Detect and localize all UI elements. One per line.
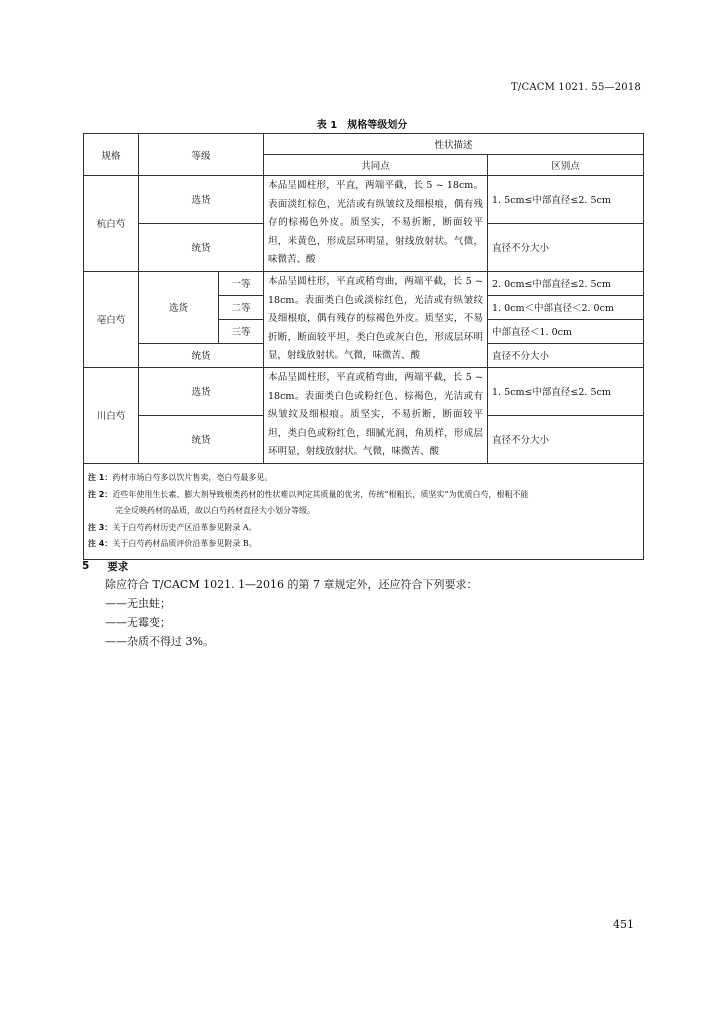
table-notes	[84, 463, 644, 559]
grade-unified: 统货	[139, 415, 264, 463]
standard-id-header: T/CACM 1021. 55—2018	[511, 82, 641, 93]
diff-first: 2. 0cm≤中部直径≤2. 5cm	[488, 271, 644, 295]
section-number: 5	[82, 560, 90, 572]
grade-select: 选货	[139, 271, 219, 343]
grade-select: 选货	[139, 176, 264, 224]
header-spec: 规格	[84, 134, 139, 176]
diff-select: 1. 5cm≤中部直径≤2. 5cm	[488, 176, 644, 224]
header-description: 性状描述	[264, 134, 644, 155]
section-title: 要求	[107, 560, 129, 573]
page-number: 451	[613, 918, 634, 931]
spec-chuanbaishao: 川白芍	[84, 367, 139, 463]
diff-unified: 直径不分大小	[488, 343, 644, 367]
header-common: 共同点	[264, 155, 488, 176]
diff-select: 1. 5cm≤中部直径≤2. 5cm	[488, 367, 644, 415]
header-difference: 区别点	[488, 155, 644, 176]
note-4: 注 4：关于白芍药材品质评价沿革参见附录 B。	[88, 539, 257, 549]
section-heading	[82, 557, 478, 575]
grade-unified: 统货	[139, 343, 264, 367]
note-2: 注 2：近些年使用生长素、膨大剂导致根类药材的性状难以判定其质量的优劣，传统“根粗长，质坚实”为优质白芍，根粗不能	[88, 489, 529, 499]
grade-third: 三等	[219, 319, 264, 343]
grade-first: 一等	[219, 271, 264, 295]
diff-unified: 直径不分大小	[488, 415, 644, 463]
note-1: 注 1：药材市场白芍多以饮片售卖，亳白芍最多见。	[88, 472, 273, 482]
grade-unified: 统货	[139, 223, 264, 271]
spec-boubaishao: 亳白芍	[84, 271, 139, 367]
diff-third: 中部直径＜1. 0cm	[488, 319, 644, 343]
common-chuanbaishao: 本品呈圆柱形，平直或稍弯曲，两端平截，长 5 ~ 18cm。表面类白色或粉红色、棕褐色，光洁或有纵皱纹及细根痕。质坚实，不易折断，断面较平坦，类白色或粉红色，细腻光润，角质样，形成层环明显，射线放射状。气微，味微苦、酸	[264, 367, 488, 463]
grade-table	[83, 133, 644, 560]
grade-second: 二等	[219, 295, 264, 319]
section-intro: 除应符合 T/CACM 1021. 1—2016 的第 7 章规定外，还应符合下列要求：	[105, 578, 478, 591]
grade-select: 选货	[139, 367, 264, 415]
diff-unified: 直径不分大小	[488, 223, 644, 271]
spec-hangbaishao: 杭白芍	[84, 176, 139, 272]
common-hangbaishao: 本品呈圆柱形，平直，两端平截，长 5 ~ 18cm。表面淡红棕色，光洁或有纵皱纹及细根痕，偶有残存的棕褐色外皮。质坚实，不易折断，断面较平坦，米黄色，形成层环明显，射线放射状。气微，味微苦、酸	[264, 176, 488, 272]
table-title: 表 1 规格等级划分	[316, 120, 408, 131]
common-boubaishao: 本品呈圆柱形，平直或稍弯曲，两端平截，长 5 ~ 18cm。表面类白色或淡棕红色，光洁或有纵皱纹及细根痕，偶有残存的棕褐色外皮。质坚实，不易折断，断面较平坦，类白色或灰白色，形成层环明显，射线放射状。气微，味微苦、酸	[264, 271, 488, 367]
requirement-item: ——无虫蛀；	[105, 597, 171, 610]
diff-second: 1. 0cm＜中部直径＜2. 0cm	[488, 295, 644, 319]
note-3: 注 3：关于白芍药材历史产区沿革参见附录 A。	[88, 522, 257, 532]
section-requirements	[82, 557, 478, 651]
header-grade: 等级	[139, 134, 264, 176]
note-2-continuation: 完全反映药材的品质，故以白芍药材直径大小划分等级。	[115, 506, 315, 516]
section-body	[82, 575, 478, 651]
requirement-item: ——杂质不得过 3%。	[105, 635, 214, 648]
requirement-item: ——无霉变；	[105, 616, 171, 629]
